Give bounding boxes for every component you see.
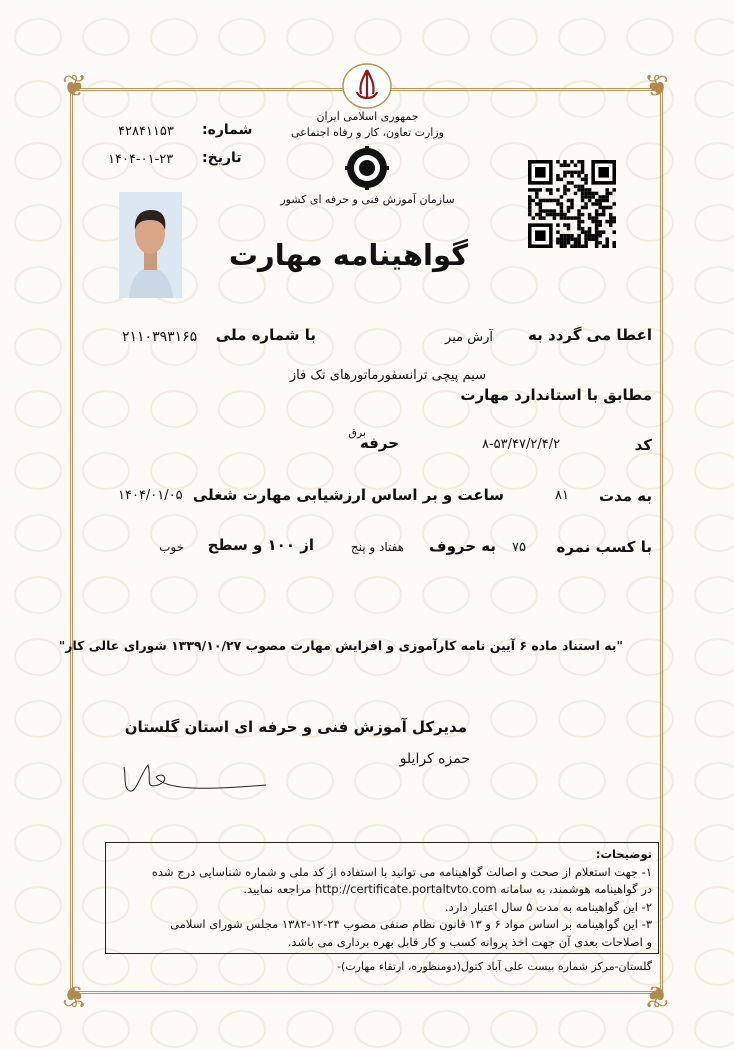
iran-emblem-icon — [341, 62, 393, 110]
watermark-mark — [694, 576, 734, 614]
watermark-mark — [14, 700, 62, 738]
watermark-mark — [490, 18, 538, 56]
watermark-mark — [14, 142, 62, 180]
country-name: جمهوری اسلامی ایران — [316, 110, 419, 123]
watermark-mark — [490, 1010, 538, 1048]
standard-code: ۸-۵۳/۴۷/۲/۴/۲ — [482, 437, 561, 452]
watermark-mark — [694, 638, 734, 676]
watermark-mark — [694, 514, 734, 552]
watermark-mark — [558, 18, 606, 56]
watermark-mark — [14, 824, 62, 862]
national-id-label: با شماره ملی — [215, 326, 316, 344]
watermark-mark — [286, 18, 334, 56]
watermark-mark — [14, 204, 62, 242]
holder-photo — [119, 192, 182, 298]
granted-label: اعطا می گردد به — [528, 326, 652, 344]
watermark-mark — [14, 18, 62, 56]
score-label: با کسب نمره — [556, 538, 652, 556]
watermark-mark — [14, 762, 62, 800]
watermark-mark — [14, 80, 62, 118]
watermark-mark — [218, 18, 266, 56]
watermark-mark — [14, 266, 62, 304]
duration-label: به مدت — [599, 487, 652, 505]
certificate-title: گواهینامه مهارت — [228, 238, 468, 272]
trade-value: برق — [348, 426, 366, 439]
assessment-date: ۱۴۰۴/۰۱/۰۵ — [118, 488, 183, 503]
watermark-mark — [14, 886, 62, 924]
watermark-mark — [694, 948, 734, 986]
watermark-mark — [694, 142, 734, 180]
watermark-mark — [14, 514, 62, 552]
watermark-mark — [14, 1010, 62, 1048]
signature — [118, 755, 268, 800]
level-value: خوب — [159, 540, 184, 554]
national-id: ۲۱۱۰۳۹۳۱۶۵ — [122, 329, 198, 345]
watermark-mark — [694, 328, 734, 366]
watermark-mark — [694, 886, 734, 924]
tvto-logo-icon — [339, 145, 395, 191]
corner-ornament-icon: ❦ — [644, 69, 670, 104]
corner-ornament-icon: ❦ — [62, 978, 88, 1013]
signatory-name: حمزه کرایلو — [399, 751, 470, 767]
watermark-mark — [694, 204, 734, 242]
date-label: تاریخ: — [202, 150, 242, 166]
number-value: ۴۲۸۴۱۱۵۳ — [118, 124, 174, 139]
watermark-mark — [694, 266, 734, 304]
corner-ornament-icon: ❦ — [644, 978, 670, 1013]
watermark-mark — [354, 18, 402, 56]
trade-label: حرفه — [359, 434, 399, 452]
note-line: و اصلاحات بعدی آن جهت اخذ پروانه کسب و کار قابل بهره برداری می باشد. — [287, 934, 652, 949]
standard-label: مطابق با استاندارد مهارت — [460, 386, 652, 404]
watermark-mark — [422, 18, 470, 56]
score-words: هفتاد و پنج — [350, 540, 404, 554]
organization-name: سازمان آموزش فنی و حرفه ای کشور — [280, 193, 455, 206]
footer-center: گلستان-مرکز شماره بیست علی آباد کتول(دومنظوره، ارتقاء مهارت)- — [337, 960, 652, 973]
number-label: شماره: — [202, 122, 253, 138]
watermark-mark — [354, 1010, 402, 1048]
watermark-mark — [558, 1010, 606, 1048]
watermark-mark — [150, 18, 198, 56]
signatory-title: مدیرکل آموزش فنی و حرفه ای استان گلستان — [124, 718, 467, 736]
watermark-mark — [82, 18, 130, 56]
watermark-mark — [14, 638, 62, 676]
of-label: از ۱۰۰ و سطح — [207, 536, 314, 554]
watermark-mark — [626, 1010, 674, 1048]
ministry-name: وزارت تعاون، کار و رفاه اجتماعی — [290, 126, 444, 139]
notes-heading: توضیحات: — [595, 847, 652, 861]
note-line: ۱- جهت استعلام از صحت و اصالت گواهینامه می توانید با استفاده از کد ملی و شماره شناسایی درج شده — [151, 864, 652, 879]
watermark-mark — [82, 1010, 130, 1048]
watermark-mark — [694, 452, 734, 490]
in-words-label: به حروف — [429, 537, 496, 555]
watermark-mark — [422, 1010, 470, 1048]
standard-name: سیم پیچی ترانسفورماتورهای تک فاز — [289, 368, 486, 383]
notes-box — [105, 842, 659, 954]
code-label: کد — [634, 436, 652, 454]
watermark-mark — [14, 452, 62, 490]
watermark-mark — [694, 762, 734, 800]
watermark-mark — [694, 390, 734, 428]
duration-value: ۸۱ — [555, 488, 569, 503]
watermark-mark — [14, 576, 62, 614]
hours-label: ساعت و بر اساس ارزشیابی مهارت شغلی — [192, 486, 504, 504]
date-value: ۱۴۰۴-۰۱-۲۳ — [108, 152, 174, 167]
watermark-mark — [150, 1010, 198, 1048]
qr-code — [528, 160, 616, 248]
legal-citation: "به استناد ماده ۶ آیین نامه کارآموزی و افزایش مهارت مصوب ۱۳۳۹/۱۰/۲۷ شورای عالی کار" — [58, 638, 623, 653]
watermark-mark — [694, 80, 734, 118]
watermark-mark — [14, 390, 62, 428]
watermark-mark — [694, 824, 734, 862]
holder-name: آرش میر — [445, 330, 493, 345]
watermark-mark — [14, 948, 62, 986]
note-line: ۲- این گواهینامه به مدت ۵ سال اعتبار دارد. — [445, 899, 652, 914]
corner-ornament-icon: ❦ — [62, 69, 88, 104]
note-line: در گواهینامه هوشمند، به سامانه http://certificate.portaltvto.com مراجعه نمایید. — [243, 882, 652, 896]
watermark-mark — [14, 328, 62, 366]
watermark-mark — [626, 18, 674, 56]
score-value: ۷۵ — [512, 540, 526, 555]
note-line: ۳- این گواهینامه بر اساس مواد ۶ و ۱۳ قانون نظام صنفی مصوب ۲۴-۱۲-۱۳۸۲ مجلس شورای اسلامی — [170, 917, 652, 931]
watermark-mark — [694, 700, 734, 738]
watermark-mark — [218, 1010, 266, 1048]
watermark-mark — [286, 1010, 334, 1048]
watermark-mark — [694, 18, 734, 56]
watermark-mark — [694, 1010, 734, 1048]
